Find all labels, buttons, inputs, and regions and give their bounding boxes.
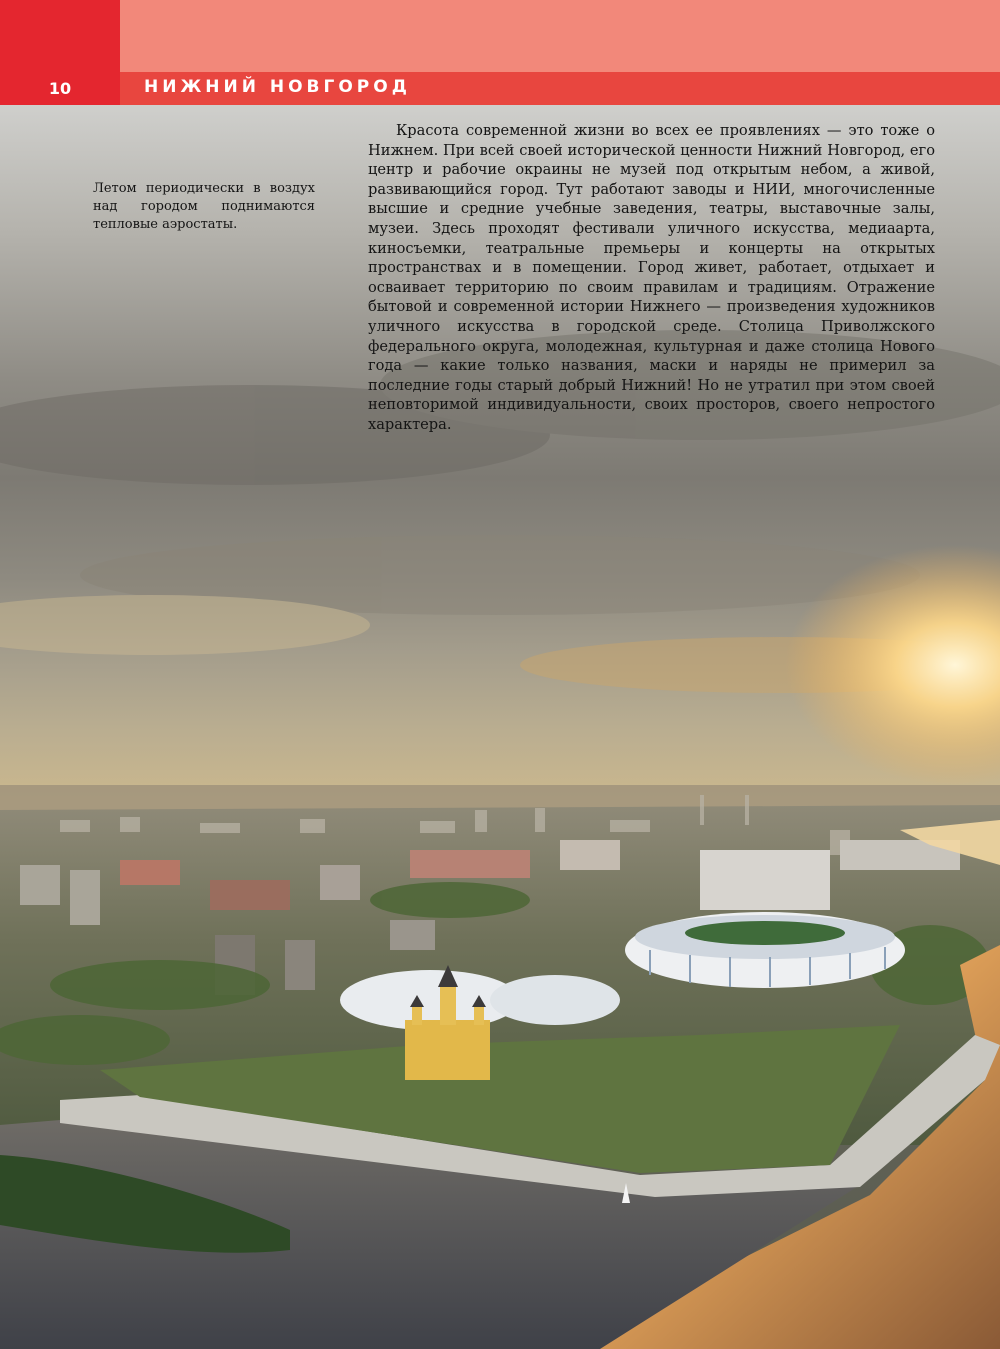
- arena-dome-2: [490, 975, 620, 1025]
- stadium: [625, 912, 905, 988]
- header-salmon-band: [120, 0, 1000, 72]
- photo-caption: Летом периодически в воздух над городом поднимаются тепловые аэростаты.: [93, 181, 315, 232]
- section-title: НИЖНИЙ НОВГОРОД: [144, 77, 411, 97]
- page-number: 10: [48, 79, 72, 98]
- body-paragraph: Красота современной жизни во всех ее проявлениях — это тоже о Нижнем. При всей своей исторической ценности Нижний Новгород, его центр и рабочие окраины не музей под открытым небом, а живой, развивающийся город. Тут работают заводы и НИИ, многочисленные высшие и средние учебные заведения, театры, выставочные залы, музеи. Здесь проходят фестивали уличного искусства, медиаарта, киносъемки, театральные премьеры и концерты на открытых пространствах и в помещении. Город живет, работает, отдыхает и осваивает территорию по своим правилам и традициям. Отражение бытовой и современной истории Нижнего — произведения художников уличного искусства в городской среде. Столица Приволжского федерального округа, молодежная, культурная и даже столица Нового года — какие только названия, маски и наряды не примерил за последние годы старый добрый Нижний! Но не утратил при этом своей неповторимой индивидуальности, своих просторов, своего непростого характера.: [368, 122, 935, 433]
